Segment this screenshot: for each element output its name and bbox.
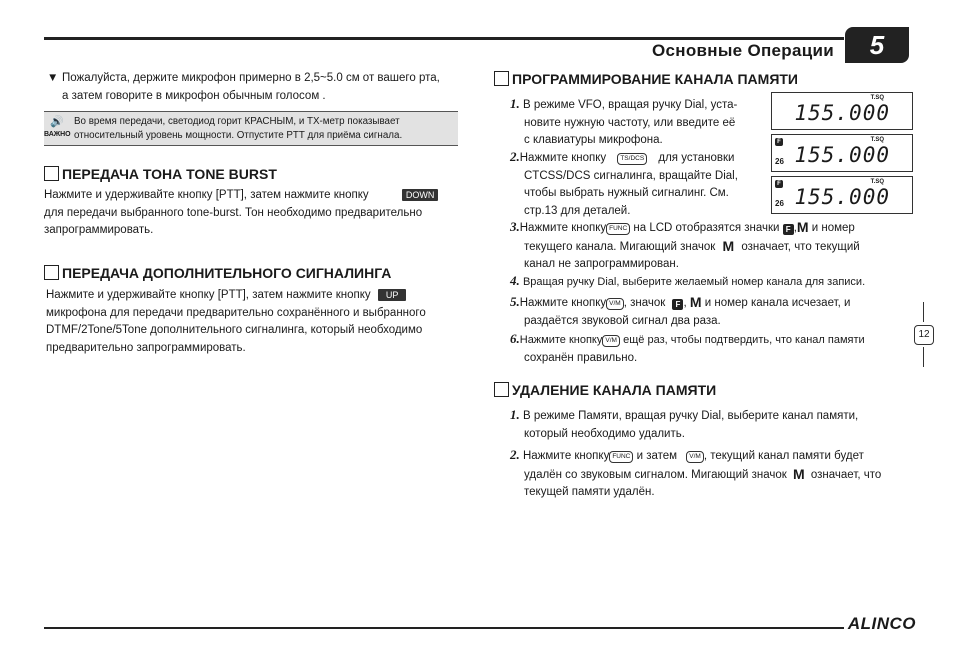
tsq-indicator: T.SQ bbox=[870, 95, 884, 101]
func-button-icon: FUNC bbox=[606, 223, 630, 235]
f-icon: F bbox=[775, 180, 783, 188]
section-signaling-body bbox=[46, 287, 460, 357]
step-1 bbox=[510, 95, 762, 150]
step-text: Нажмите кнопку bbox=[519, 222, 607, 234]
step-number: 1. bbox=[510, 407, 520, 422]
step-number: 3. bbox=[510, 219, 520, 234]
step-5: 5.Нажмите кнопку V/M , значок F , M и номер канала исчезает, и раздаётся звуковой сигнал два раза. bbox=[510, 294, 851, 327]
vm-button-icon: V/M bbox=[686, 451, 704, 463]
step-text: на LCD отобразятся значки bbox=[633, 222, 780, 234]
m-icon: M bbox=[689, 294, 702, 310]
section-signaling-heading bbox=[44, 265, 391, 281]
lcd-frequency: 155.000 bbox=[794, 143, 890, 167]
step-number: 6. bbox=[510, 331, 520, 346]
page-marker-line bbox=[923, 302, 924, 322]
down-key-icon: DOWN bbox=[402, 189, 439, 201]
chapter-title: Основные Операции bbox=[652, 41, 834, 60]
step-text: Нажмите кнопку bbox=[519, 152, 607, 164]
step-4 bbox=[510, 272, 920, 292]
bullet-line2: а затем говорите в микрофон обычным голосом . bbox=[62, 89, 326, 102]
lcd-frequency: 155.000 bbox=[794, 101, 890, 125]
step-text: В режиме VFO, вращая ручку Dial, уста- bbox=[522, 99, 738, 111]
step-text: текущего канала. Мигающий значок bbox=[524, 240, 716, 253]
step-text: для установки bbox=[658, 152, 735, 164]
step-text: ещё раз, чтобы подтвердить, что канал памяти bbox=[623, 334, 865, 346]
checkbox-icon bbox=[494, 71, 509, 86]
speaker-icon: 🔊 bbox=[50, 116, 64, 128]
step-text: CTCSS/DCS сигналинга, вращайте Dial, bbox=[524, 169, 738, 182]
section-tone-burst-body bbox=[44, 187, 460, 240]
bullet-line1: Пожалуйста, держите микрофон примерно в 2,5~5.0 см от вашего рта, bbox=[62, 72, 440, 84]
bullet-paragraph bbox=[62, 70, 462, 105]
section-memory-program-heading bbox=[494, 71, 798, 87]
step-text: текущей памяти удалён. bbox=[524, 486, 655, 498]
step-3: 3.Нажмите кнопку FUNC на LCD отобразятся значки F ,M и номер текущего канала. Мигающий значок M означает, что текущий канал не запрограммирован. bbox=[510, 219, 860, 270]
sec2-line2: микрофона для передачи предварительно сохранённого и выбранного bbox=[46, 306, 426, 319]
section-title: ПРОГРАММИРОВАНИЕ КАНАЛА ПАМЯТИ bbox=[512, 71, 798, 87]
footer-rule bbox=[44, 627, 844, 629]
chapter-number-badge: 5 bbox=[845, 27, 909, 63]
ts-dcs-button-icon: TS/DCS bbox=[617, 153, 647, 165]
lcd-channel: 26 bbox=[775, 157, 784, 166]
step-number: 5. bbox=[510, 294, 520, 309]
step-text: , значок bbox=[623, 297, 666, 309]
step-text: Нажмите кнопку bbox=[519, 334, 603, 346]
vm-button-icon: V/M bbox=[606, 298, 624, 310]
step-number: 2. bbox=[510, 447, 520, 462]
step-text: и номер bbox=[811, 222, 855, 234]
step-text: канал не запрограммирован. bbox=[524, 258, 679, 270]
step-text: который необходимо удалить. bbox=[524, 427, 685, 440]
bullet-marker: ▼ bbox=[47, 72, 59, 84]
section-memory-delete-heading bbox=[494, 382, 716, 398]
step-text: удалён со звуковым сигналом. Мигающий значок bbox=[524, 468, 787, 481]
step-text: и номер канала исчезает, и bbox=[704, 297, 851, 309]
section-title: УДАЛЕНИЕ КАНАЛА ПАМЯТИ bbox=[512, 382, 717, 398]
m-icon: M bbox=[793, 465, 805, 482]
lcd-channel: 26 bbox=[775, 199, 784, 208]
step-text: чтобы выбрать нужный сигналинг. См. bbox=[524, 187, 729, 199]
note-line2: относительный уровень мощности. Отпустите PTT для приёма сигнала. bbox=[74, 130, 403, 141]
delete-step-2 bbox=[510, 446, 910, 502]
step-text: В режиме Памяти, вращая ручку Dial, выберите канал памяти, bbox=[522, 410, 859, 422]
step-text: раздаётся звуковой сигнал два раза. bbox=[524, 314, 721, 327]
up-key-icon: UP bbox=[378, 289, 407, 301]
step-2 bbox=[510, 148, 762, 220]
alinco-logo: ALINCO bbox=[847, 614, 916, 633]
delete-step-1 bbox=[510, 406, 910, 443]
step-text: Нажмите кнопку bbox=[522, 450, 610, 462]
sec1-line2: для передачи выбранного tone-burst. Тон необходимо предварительно bbox=[44, 206, 423, 219]
page-marker-line bbox=[923, 347, 924, 367]
step-text: , текущий канал памяти будет bbox=[703, 450, 864, 462]
checkbox-icon bbox=[494, 382, 509, 397]
step-6 bbox=[510, 330, 915, 367]
note-label: ВАЖНО bbox=[44, 131, 71, 138]
vm-button-icon: V/M bbox=[602, 335, 620, 347]
sec1-line3: запрограммировать. bbox=[44, 224, 154, 236]
step-text: стр.13 для деталей. bbox=[524, 204, 631, 217]
step-text: новите нужную частоту, или введите её bbox=[524, 116, 736, 129]
section-tone-burst-heading bbox=[44, 166, 277, 182]
f-icon: F bbox=[775, 138, 783, 146]
sec1-line1: Нажмите и удерживайте кнопку [PTT], затем нажмите кнопку bbox=[44, 189, 369, 201]
m-icon: M bbox=[722, 237, 735, 254]
sec2-line4: предварительно запрограммировать. bbox=[46, 341, 246, 354]
m-icon: M bbox=[796, 219, 809, 235]
section-title: ПЕРЕДАЧА ТОНА TONE BURST bbox=[62, 166, 277, 182]
checkbox-icon bbox=[44, 166, 59, 181]
lcd-frequency: 155.000 bbox=[794, 185, 890, 209]
step-text: с клавиатуры микрофона. bbox=[524, 134, 663, 146]
step-text: Нажмите кнопку bbox=[519, 297, 607, 309]
note-text bbox=[74, 115, 458, 143]
step-text: Вращая ручку Dial, выберите желаемый номер канала для записи. bbox=[522, 276, 866, 288]
tsq-indicator: T.SQ bbox=[870, 137, 884, 143]
func-button-icon: FUNC bbox=[609, 451, 633, 463]
checkbox-icon bbox=[44, 265, 59, 280]
step-text: означает, что текущий bbox=[741, 240, 860, 253]
f-icon: F bbox=[783, 224, 794, 235]
lcd-display bbox=[771, 176, 913, 214]
step-text: и затем bbox=[636, 450, 678, 462]
step-number: 1. bbox=[510, 96, 520, 111]
step-text: означает, что bbox=[810, 468, 882, 481]
header-rule bbox=[44, 37, 844, 40]
page-number: 12 bbox=[914, 325, 934, 345]
step-text: сохранён правильно. bbox=[524, 351, 638, 364]
sec2-line1: Нажмите и удерживайте кнопку [PTT], затем нажмите кнопку bbox=[46, 289, 371, 301]
sec2-line3: DTMF/2Tone/5Tone дополнительного сигналинга, который необходимо bbox=[46, 324, 423, 336]
tsq-indicator: T.SQ bbox=[870, 179, 884, 185]
step-number: 2. bbox=[510, 149, 520, 164]
lcd-display bbox=[771, 92, 913, 130]
lcd-display bbox=[771, 134, 913, 172]
section-title: ПЕРЕДАЧА ДОПОЛНИТЕЛЬНОГО СИГНАЛИНГА bbox=[62, 265, 392, 281]
note-line1: Во время передачи, светодиод горит КРАСНЫМ, и TX-метр показывает bbox=[74, 116, 400, 127]
f-icon: F bbox=[672, 299, 683, 310]
step-number: 4. bbox=[510, 273, 520, 288]
